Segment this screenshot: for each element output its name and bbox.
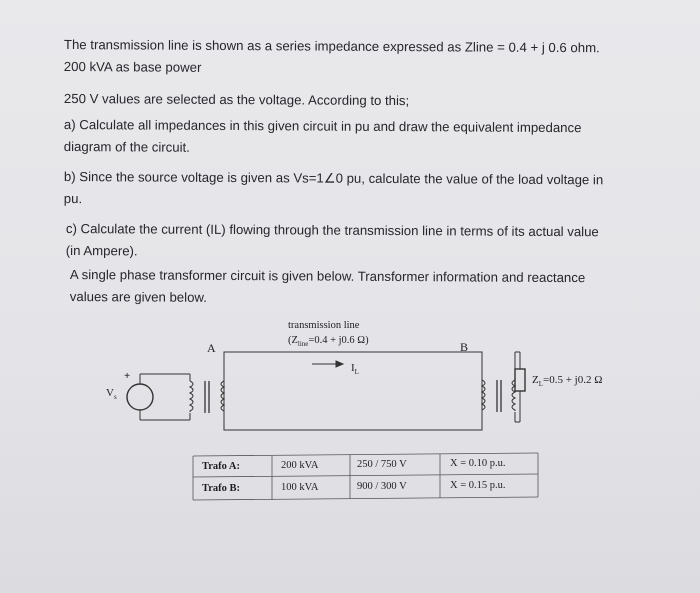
question-c-line-1: c) Calculate the current (IL) flowing through the transmission line in terms of its actual value — [65, 220, 599, 240]
node-a-label: A — [207, 341, 216, 355]
question-b-line-2: pu. — [63, 190, 83, 207]
problem-line-2: 200 kVA as base power — [63, 58, 202, 75]
question-a-line-2: diagram of the circuit. — [63, 138, 190, 155]
node-b-label: B — [460, 340, 469, 354]
question-a-line-1: a) Calculate all impedances in this given circuit in pu and draw the equivalent impedance — [63, 116, 582, 136]
circuit-intro-line-1: A single phase transformer circuit is given below. Transformer information and reactance — [69, 266, 586, 286]
source-plus-sign: + — [124, 370, 131, 382]
load-z-sub: L — [538, 380, 544, 389]
trafo-a-power: 200 kVA — [281, 460, 319, 471]
question-c-line-2: (in Ampere). — [65, 242, 138, 259]
trafo-b-power: 100 kVA — [281, 482, 319, 493]
trafo-a-name: Trafo A: — [202, 461, 241, 472]
problem-line-1: The transmission line is shown as a series impedance expressed as Zline = 0.4 + j 0.6 ohm. — [63, 36, 600, 56]
transmission-line-title: transmission line — [288, 320, 360, 331]
load-z-main: Z — [532, 374, 539, 386]
circuit-intro-line-2: values are given below. — [69, 288, 207, 305]
source-voltage-sub: s — [113, 393, 117, 402]
trafo-b-name: Trafo B: — [202, 483, 241, 494]
line-z-sub: line — [297, 340, 309, 349]
line-current-main: I — [351, 362, 355, 374]
trafo-a-reactance: X = 0.10 p.u. — [450, 458, 506, 469]
question-b-line-1: b) Since the source voltage is given as Vs=1∠0 pu, calculate the value of the load voltage in — [63, 168, 604, 188]
trafo-a-voltage: 250 / 750 V — [357, 459, 407, 470]
line-current-sub: L — [354, 368, 359, 377]
trafo-b-reactance: X = 0.15 p.u. — [450, 480, 506, 491]
load-z-rest: =0.5 + j0.2 Ω — [543, 374, 603, 386]
line-z-rest: =0.4 + j0.6 Ω) — [308, 335, 369, 346]
line-z-prefix: (Z — [288, 335, 298, 346]
trafo-b-voltage: 900 / 300 V — [357, 481, 407, 492]
problem-voltage-base: 250 V values are selected as the voltage. According to this; — [63, 90, 410, 109]
source-voltage-main: V — [106, 387, 114, 399]
